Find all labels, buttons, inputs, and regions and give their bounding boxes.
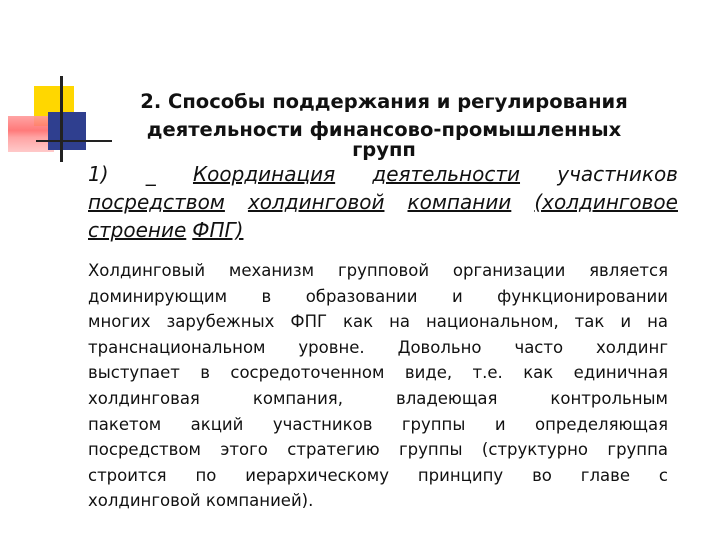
paragraph-line: строится по иерархическому принципу во главе с [88,465,668,485]
paragraph-line: многих зарубежных ФПГ как на национальном, так и на [88,312,668,332]
subtitle-word: 1) [88,162,109,186]
slide-title [104,88,664,161]
subtitle-word: Координация [192,162,336,186]
subtitle-row [88,160,678,188]
paragraph-line: доминирующим в образовании и функционировании [88,286,668,306]
paragraph-line: транснациональном уровне. Довольно часто холдинг [88,337,668,357]
subtitle-word: строение [88,218,187,242]
subtitle-word: посредством [88,190,225,214]
paragraph-line: пакетом акций участников группы и определяющая [88,414,668,434]
title-line: групп [352,138,416,161]
subtitle-word: _ [145,162,156,186]
decor-horizontal-line [36,140,112,142]
title-line: деятельности финансово-промышленных [146,118,622,141]
paragraph-line: Холдинговый механизм групповой организации является [88,261,668,280]
subtitle-word: холдинговой [247,190,385,214]
subtitle-word: компании [407,190,512,214]
paragraph-line: холдинговой компанией). [88,491,314,511]
paragraph-line: холдинговая компания, владеющая контрольным [88,388,668,408]
subtitle-row [88,188,678,216]
subtitle-row [88,216,678,244]
paragraph-line: выступает в сосредоточенном виде, т.е. как единичная [88,363,668,383]
decor-vertical-line [60,76,63,162]
subtitle [88,160,678,244]
paragraph-line: посредством этого стратегию группы (структурно группа [88,440,668,460]
title-line: 2. Способы поддержания и регулирования [140,90,628,113]
subtitle-word: (холдинговое [534,190,678,214]
subtitle-word: участников [557,162,678,186]
body-paragraph [88,258,668,514]
decor-blue-square [48,112,86,150]
subtitle-word: ФПГ) [192,218,244,242]
subtitle-word: деятельности [372,162,521,186]
